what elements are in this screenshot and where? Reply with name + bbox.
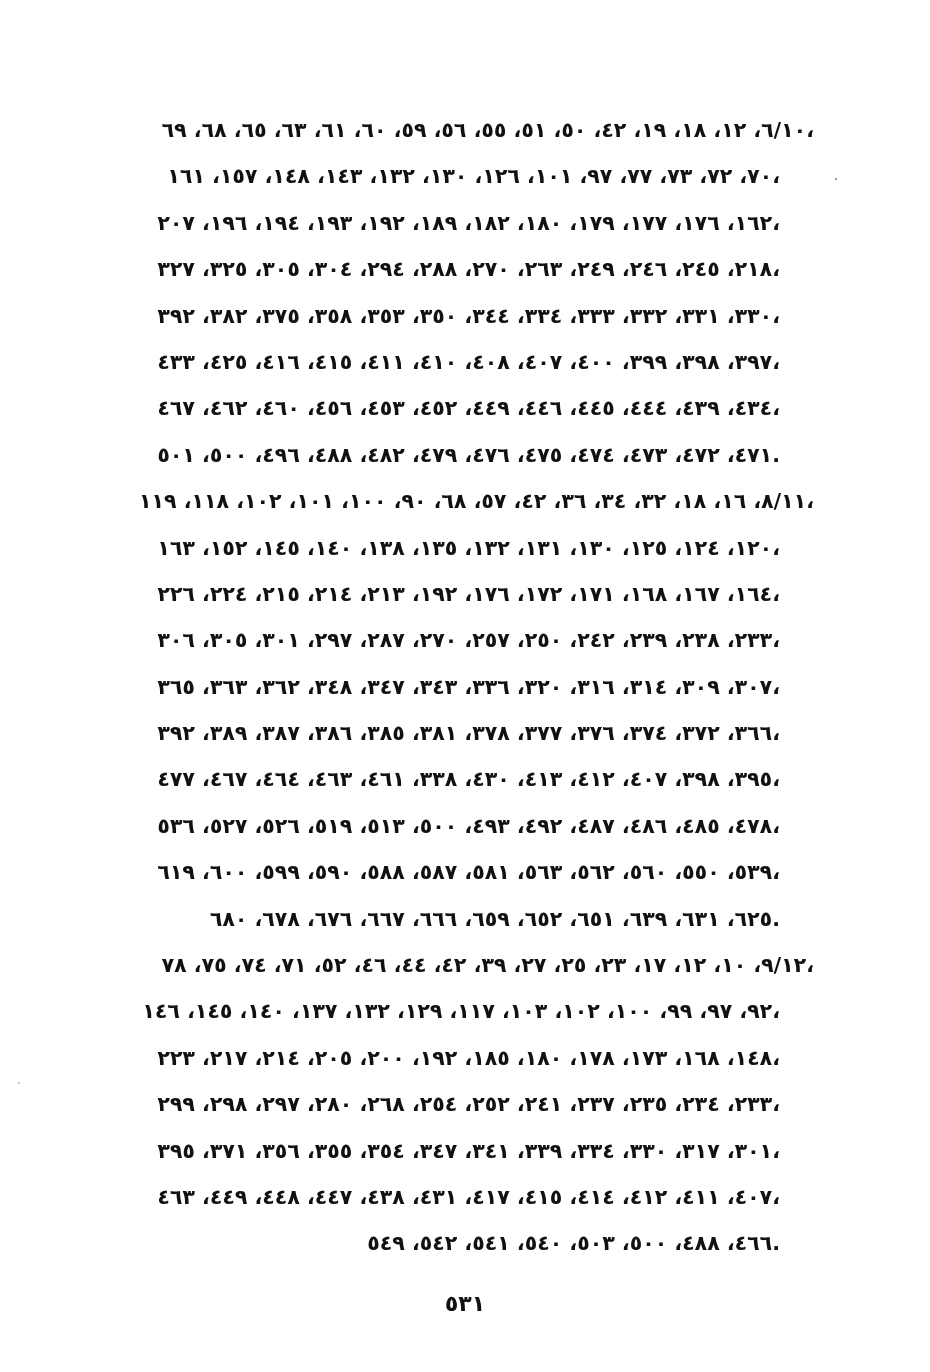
index-line: ١٦٤، ١٦٧، ١٦٨، ١٧١، ١٧٢، ١٧٦، ١٩٢، ٢١٣، ٢١٤، ٢١٥، ٢٢٤، ٢٢٦، — [157, 581, 780, 606]
index-line-entry-8-11: ٨/١١، ١٦، ١٨، ٣٢، ٣٤، ٣٦، ٤٢، ٥٧، ٦٨، ٩٠، ١٠٠، ١٠١، ١٠٢، ١١٨، ١١٩، — [139, 489, 814, 514]
index-line: ٢٣٣، ٢٣٤، ٢٣٥، ٢٣٧، ٢٤١، ٢٥٢، ٢٥٤، ٢٦٨، ٢٨٠، ٢٩٧، ٢٩٨، ٢٩٩، — [157, 1092, 780, 1117]
index-line: ٢٣٣، ٢٣٨، ٢٣٩، ٢٤٢، ٢٥٠، ٢٥٧، ٢٧٠، ٢٨٧، ٢٩٧، ٣٠١، ٣٠٥، ٣٠٦، — [157, 628, 780, 653]
index-line: ٤٦٦، ٤٨٨، ٥٠٠، ٥٠٣، ٥٤٠، ٥٤١، ٥٤٢، ٥٤٩. — [367, 1231, 780, 1256]
index-line: ٤٣٤، ٤٣٩، ٤٤٤، ٤٤٥، ٤٤٦، ٤٤٩، ٤٥٢، ٤٥٣، ٤٥٦، ٤٦٠، ٤٦٢، ٤٦٧، — [157, 396, 780, 421]
index-line: ٤٠٧، ٤١١، ٤١٢، ٤١٤، ٤١٥، ٤١٧، ٤٣١، ٤٣٨، ٤٤٧، ٤٤٨، ٤٤٩، ٤٦٣، — [157, 1184, 780, 1209]
index-line: ٩٢، ٩٧، ٩٩، ١٠٠، ١٠٢، ١٠٣، ١١٧، ١٢٩، ١٣٢، ١٣٧، ١٤٠، ١٤٥، ١٤٦، — [142, 999, 780, 1024]
scan-speck — [18, 1082, 20, 1084]
page-number: ٥٣١ — [444, 1292, 486, 1317]
index-line-entry-9-12: ٩/١٢، ١٠، ١٢، ١٧، ٢٣، ٢٥، ٢٧، ٣٩، ٤٢، ٤٤، ٤٦، ٥٢، ٧١، ٧٤، ٧٥، ٧٨، — [161, 953, 814, 978]
index-line: ٧٠، ٧٢، ٧٣، ٧٧، ٩٧، ١٠١، ١٢٦، ١٣٠، ١٣٢، ١٤٣، ١٤٨، ١٥٧، ١٦١، — [167, 164, 780, 189]
index-line: ٥٣٩، ٥٥٠، ٥٦٠، ٥٦٢، ٥٦٣، ٥٨١، ٥٨٧، ٥٨٨، ٥٩٠، ٥٩٩، ٦٠٠، ٦١٩، — [157, 860, 780, 885]
index-line: ٣٦٦، ٣٧٢، ٣٧٤، ٣٧٦، ٣٧٧، ٣٧٨، ٣٨١، ٣٨٥، ٣٨٦، ٣٨٧، ٣٨٩، ٣٩٢، — [157, 721, 780, 746]
index-line: ٣٠١، ٣١٧، ٣٣٠، ٣٣٤، ٣٣٩، ٣٤١، ٣٤٧، ٣٥٤، ٣٥٥، ٣٥٦، ٣٧١، ٣٩٥، — [157, 1138, 780, 1163]
index-line: ٢١٨، ٢٤٥، ٢٤٦، ٢٤٩، ٢٦٣، ٢٧٠، ٢٨٨، ٢٩٤، ٣٠٤، ٣٠٥، ٣٢٥، ٣٢٧، — [157, 257, 780, 282]
index-line: ٣٠٧، ٣٠٩، ٣١٤، ٣١٦، ٣٢٠، ٣٣٦، ٣٤٣، ٣٤٧، ٣٤٨، ٣٦٢، ٣٦٣، ٣٦٥، — [157, 674, 780, 699]
scan-speck — [835, 178, 837, 180]
index-line: ٤٧١، ٤٧٢، ٤٧٣، ٤٧٤، ٤٧٥، ٤٧٦، ٤٧٩، ٤٨٢، ٤٨٨، ٤٩٦، ٥٠٠، ٥٠١. — [157, 442, 780, 467]
index-line: ١٤٨، ١٦٨، ١٧٣، ١٧٨، ١٨٠، ١٨٥، ١٩٢، ٢٠٠، ٢٠٥، ٢١٤، ٢١٧، ٢٢٣، — [157, 1045, 780, 1070]
index-line: ٣٩٧، ٣٩٨، ٣٩٩، ٤٠٠، ٤٠٧، ٤٠٨، ٤١٠، ٤١١، ٤١٥، ٤١٦، ٤٢٥، ٤٣٣، — [157, 349, 780, 374]
index-line: ٤٧٨، ٤٨٥، ٤٨٦، ٤٨٧، ٤٩٢، ٤٩٣، ٥٠٠، ٥١٣، ٥١٩، ٥٢٦، ٥٢٧، ٥٣٦، — [157, 813, 780, 838]
index-line: ٣٣٠، ٣٣١، ٣٣٢، ٣٣٣، ٣٣٤، ٣٤٤، ٣٥٠، ٣٥٣، ٣٥٨، ٣٧٥، ٣٨٢، ٣٩٢، — [157, 303, 780, 328]
index-line: ١٦٢، ١٧٦، ١٧٧، ١٧٩، ١٨٠، ١٨٢، ١٨٩، ١٩٢، ١٩٣، ١٩٤، ١٩٦، ٢٠٧، — [157, 210, 780, 235]
index-line: ٦٢٥، ٦٣١، ٦٣٩، ٦٥١، ٦٥٢، ٦٥٩، ٦٦٦، ٦٦٧، ٦٧٦، ٦٧٨، ٦٨٠. — [209, 906, 780, 931]
index-line-entry-6-10: ٦/١٠، ١٢، ١٨، ١٩، ٤٢، ٥٠، ٥١، ٥٥، ٥٦، ٥٩، ٦٠، ٦١، ٦٣، ٦٥، ٦٨، ٦٩، — [161, 118, 814, 142]
index-line: ١٢٠، ١٢٤، ١٢٥، ١٣٠، ١٣١، ١٣٢، ١٣٥، ١٣٨، ١٤٠، ١٤٥، ١٥٢، ١٦٣، — [157, 535, 780, 560]
page-index-list — [96, 107, 814, 1267]
index-line: ٣٩٥، ٣٩٨، ٤٠٧، ٤١٢، ٤١٣، ٤٣٠، ٣٣٨، ٤٦١، ٤٦٣، ٤٦٤، ٤٦٧، ٤٧٧، — [157, 767, 780, 792]
